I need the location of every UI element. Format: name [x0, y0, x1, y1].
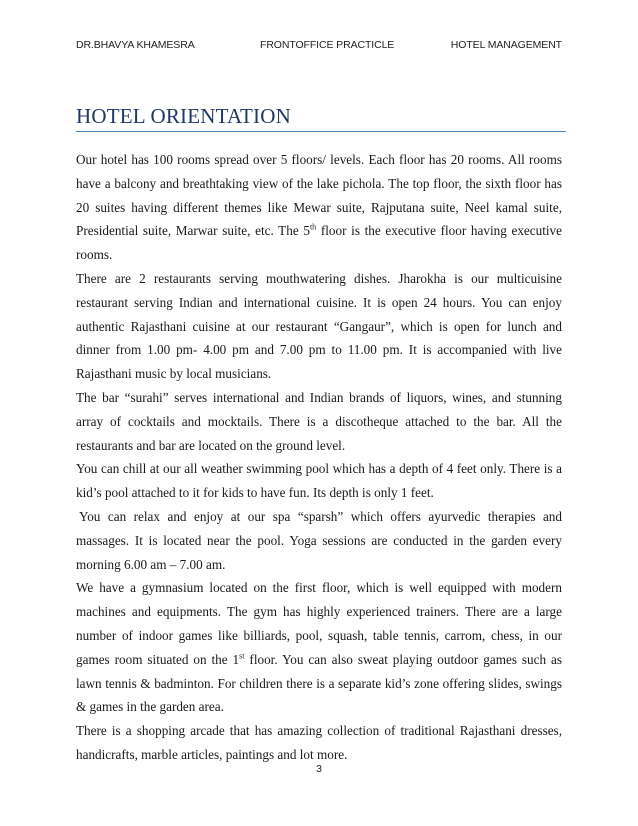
page-header [76, 39, 562, 55]
ordinal-suffix: th [309, 223, 317, 232]
paragraph-bar: The bar “surahi” serves international and Indian brands of liquors, wines, and stunning array of cocktails and mocktails. There is a discotheque attached to the bar. All the restaurants and bar are located on the ground level. [76, 389, 562, 453]
paragraph-gym-part1: We have a gymnasium located on the first floor, which is well equipped with modern machines and equipments. The gym has highly experienced trainers. There are a large number of indoor games like billiards, pool, squash, table tennis, carrom, chess, in our games room situated on the 1 [76, 580, 562, 667]
paragraph-restaurants: There are 2 restaurants serving mouthwatering dishes. Jharokha is our multicuisine restaurant serving Indian and international cuisine. It is open 24 hours. You can enjoy authentic Rajasthani cuisine at our restaurant “Gangaur”, which is open for lunch and dinner from 1.00 pm- 4.00 pm and 7.00 pm to 11.00 pm. It is accompanied with live Rajasthani music by local musicians. [76, 270, 562, 382]
header-course: HOTEL MANAGEMENT [450, 39, 562, 51]
paragraph-gym-part2: floor. You can also sweat playing outdoor games such as lawn tennis & badminton. For children there is a separate kid’s zone offering slides, swings & games in the garden area. [76, 651, 562, 715]
paragraph-shopping: There is a shopping arcade that has amazing collection of traditional Rajasthani dresses, handicrafts, marble articles, paintings and lot more. [76, 723, 562, 762]
document-body [76, 148, 562, 767]
page-number: 3 [316, 763, 322, 775]
header-author: DR.BHAVYA KHAMESRA [76, 39, 195, 51]
paragraph-spa: You can relax and enjoy at our spa “sparsh” which offers ayurvedic therapies and massages. It is located near the pool. Yoga sessions are conducted in the garden every morning 6.00 am – 7.00 am. [76, 508, 562, 572]
paragraph-rooms-part2: floor is the executive floor having executive rooms. [76, 223, 562, 263]
page-title: HOTEL ORIENTATION [76, 104, 291, 128]
paragraph-rooms-part1: Our hotel has 100 rooms spread over 5 floors/ levels. Each floor has 20 rooms. All rooms have a balcony and breathtaking view of the lake pichola. The top floor, the sixth floor has 20 suites having different themes like Mewar suite, Rajputana suite, Neel kamal suite, Presidential suite, Marwar suite, etc. The 5 [76, 152, 562, 239]
paragraph-rooms [76, 148, 562, 267]
ordinal-suffix: st [239, 651, 245, 661]
header-subject: FRONTOFFICE PRACTICLE [260, 39, 395, 51]
paragraph-pool: You can chill at our all weather swimming pool which has a depth of 4 feet only. There is a kid’s pool attached to it for kids to have fun. Its depth is only 1 feet. [76, 461, 562, 501]
paragraph-gym [76, 576, 562, 719]
title-underline [76, 131, 566, 132]
